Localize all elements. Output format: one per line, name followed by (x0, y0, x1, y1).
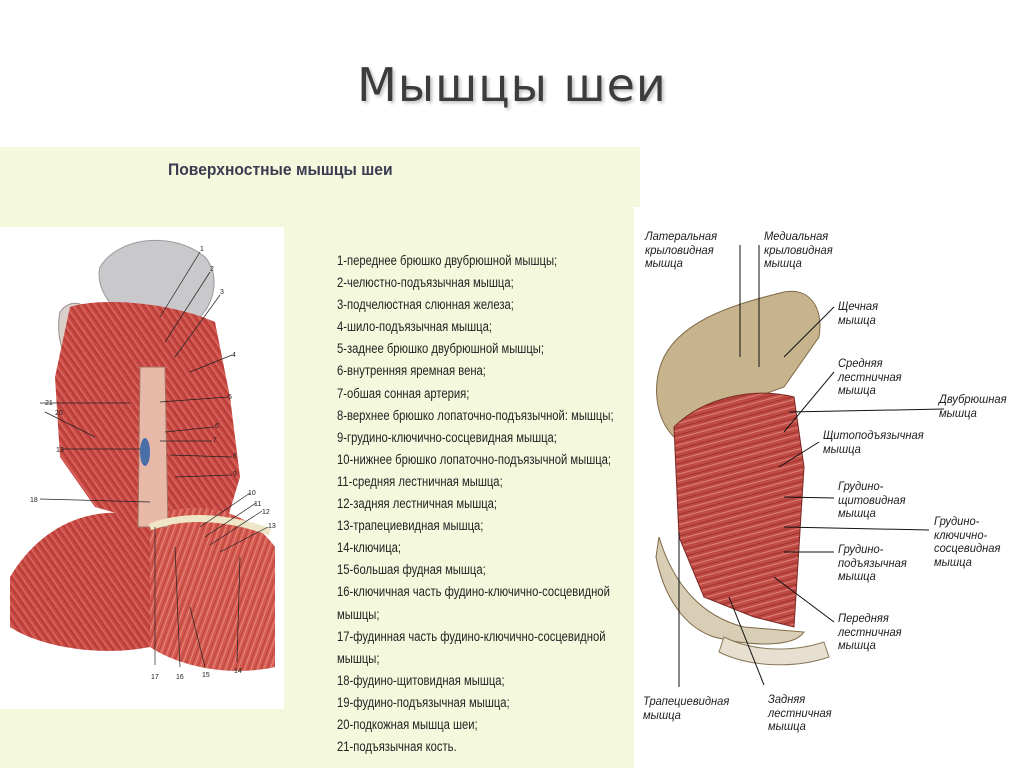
figure-number: 16 (176, 674, 184, 681)
legend-item: 15-6ольшая фудная мышца; (337, 562, 486, 578)
label-thyrohyoid: Щитоподъязычная мышца (823, 428, 924, 456)
legend-item: 5-заднее брюшко двубрюшной мышцы; (337, 341, 544, 357)
legend-item: 17-фудинная часть фудино-ключично-сосцевидной (337, 628, 606, 644)
legend-item: 11-средняя лестничная мышца; (337, 473, 503, 489)
figure-number: 18 (30, 497, 38, 504)
legend-item: 3-подчелюстная слюнная железа; (337, 297, 514, 313)
figure-number: 14 (234, 668, 242, 675)
legend-item: мышцы; (337, 606, 380, 622)
label-digastric: Двубрюшная мышца (939, 392, 1007, 420)
label-middle-scalene: Средняя лестничная мышца (838, 356, 902, 397)
figure-number: 13 (56, 447, 64, 454)
label-sternocleidomastoid: Грудино- ключично- сосцевидная мышца (934, 514, 1001, 569)
label-medial-pterygoid: Медиальная крыловидная мышца (764, 229, 833, 270)
figure-number: 17 (151, 674, 159, 681)
figure-number: 5 (228, 394, 232, 401)
legend-item: 9-грудино-ключично-сосцевидная мышца; (337, 429, 557, 445)
figure-number: 21 (45, 400, 53, 407)
label-sternothyroid: Грудино- щитовидная мышца (838, 479, 906, 520)
label-posterior-scalene: Задняя лестничная мышца (768, 692, 832, 733)
legend-item: 6-внутренняя яремная вена; (337, 363, 486, 379)
figure-number: 15 (202, 672, 210, 679)
figure-number: 6 (215, 423, 219, 430)
figure-number: 20 (55, 410, 63, 417)
legend-item: 10-нижнее брюшко лопаточно-подъязычной мышца; (337, 451, 612, 467)
neck-lateral-view-image (634, 207, 1024, 768)
slide-title: Мышцы шеи (357, 58, 667, 112)
legend-item: мышцы; (337, 650, 380, 666)
legend-item: 20-подкожная мышца шеи; (337, 716, 478, 732)
legend-item: 18-фудино-щитовидная мышца; (337, 672, 505, 688)
legend-item: 13-трапециевидная мышца; (337, 518, 484, 534)
figure-number: 9 (233, 471, 237, 478)
legend-list (337, 250, 637, 758)
figure-number: 4 (232, 352, 236, 359)
legend-item: 8-верхнее брюшко лопаточно-подъязычной: мышцы; (337, 407, 614, 423)
figure-number: 2 (210, 266, 214, 273)
figure-number: 10 (248, 490, 256, 497)
figure-number: 3 (220, 289, 224, 296)
figure-number: 13 (268, 523, 276, 530)
figure-number: 12 (262, 509, 270, 516)
legend-item: 12-задняя лестничная мышца; (337, 496, 498, 512)
legend-item: 7-обшая сонная артерия; (337, 385, 470, 401)
superficial-muscles-panel (0, 147, 640, 768)
label-buccal: Щечная мышца (838, 299, 879, 327)
label-sternohyoid: Грудино- подъязычная мышца (838, 542, 907, 583)
figure-number: 1 (200, 246, 204, 253)
label-trapezius: Трапециевидная мышца (643, 694, 730, 722)
legend-item: 14-ключица; (337, 540, 402, 556)
legend-item: 21-подъязычная кость. (337, 739, 457, 755)
neck-front-view-image (0, 227, 284, 709)
label-anterior-scalene: Передняя лестничная мышца (838, 611, 902, 652)
legend-item: 19-фудино-подъязычная мышца; (337, 694, 510, 710)
superficial-neck-illustration (0, 227, 284, 709)
figure-number: 7 (213, 437, 217, 444)
legend-item: 4-шило-подъязычная мышца; (337, 319, 492, 335)
legend-item: 2-челюстно-подъязычная мышца; (337, 275, 514, 291)
panel-title: Поверхностные мышцы шеи (168, 160, 393, 179)
legend-item: 1-переднее брюшко двубрюшной мышцы; (337, 253, 558, 268)
deep-muscles-panel (634, 207, 1024, 768)
figure-number: 8 (233, 453, 237, 460)
figure-number: 11 (254, 501, 262, 508)
label-lateral-pterygoid: Латеральная крыловидная мышца (645, 229, 718, 270)
legend-item: 16-ключичная часть фудино-ключично-сосцевидной (337, 584, 610, 600)
